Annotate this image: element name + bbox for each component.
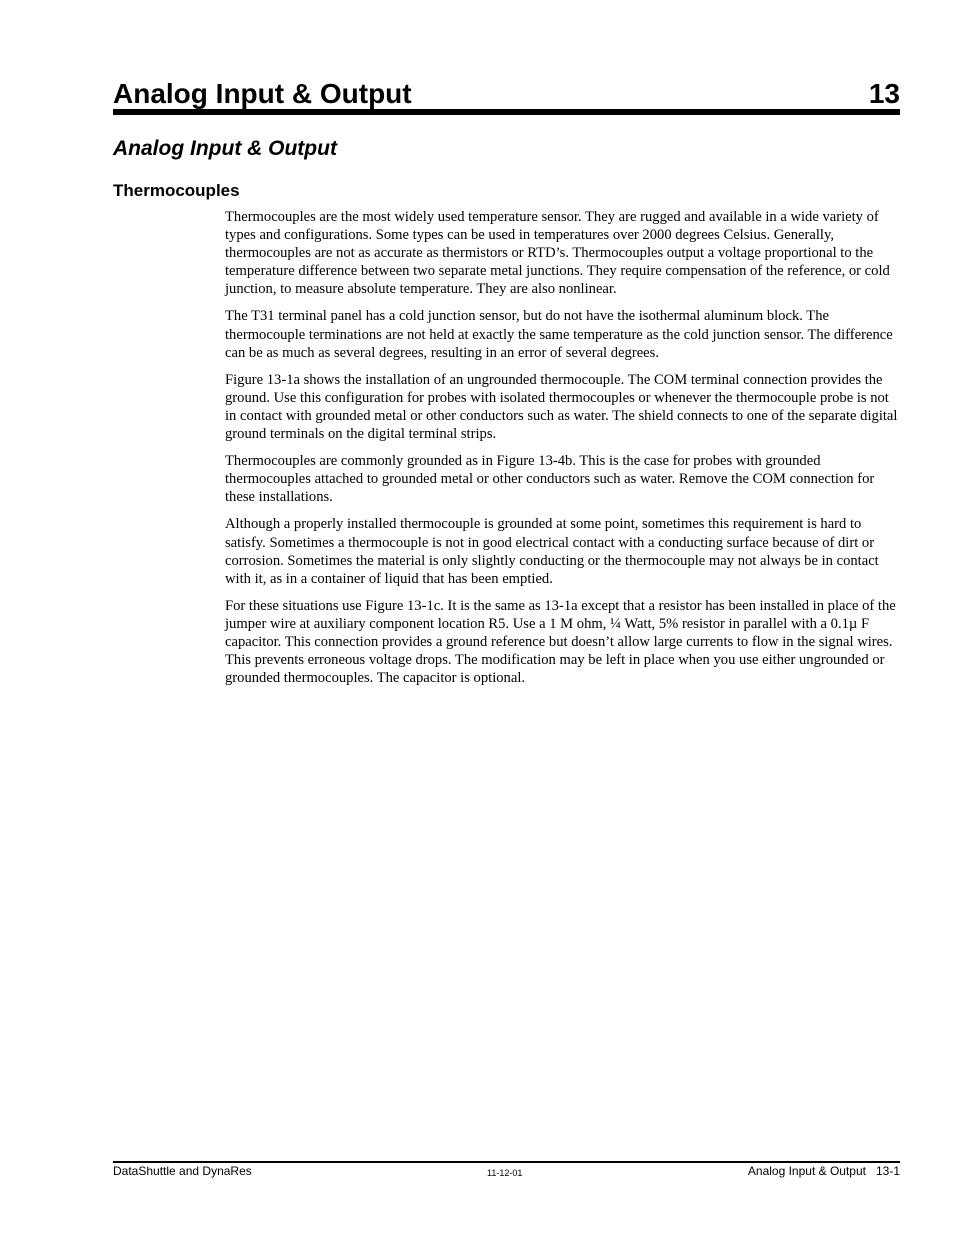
chapter-title: Analog Input & Output	[113, 78, 412, 109]
chapter-number: 13	[868, 78, 900, 109]
page-footer	[113, 1164, 900, 1180]
footer-page-number: Analog Input & Output 13-1	[747, 1164, 900, 1178]
paragraph: Thermocouples are the most widely used temperature sensor. They are rugged and available in a wide variety of types and configurations. Some types can be used in temperatures over 2000 degrees Celsius. Generally, thermocouples are not as accurate as thermistors or RTD’s. Thermocouples output a voltage proportional to the temperature difference between two separate metal junctions. They require compensation of the reference, or cold junction, to measure absolute temperature. They are also nonlinear.	[225, 209, 890, 298]
footer-date: 11-12-01	[487, 1168, 523, 1178]
chapter-header	[113, 72, 900, 110]
chapter-rule	[113, 109, 900, 115]
subsection-title: Thermocouples	[113, 181, 240, 200]
paragraph: For these situations use Figure 13-1c. It is the same as 13-1a except that a resistor has been installed in place of the jumper wire at auxiliary component location R5. Use a 1 M ohm, ¼ Watt, 5% resistor in parallel with a 0.1µ F capacitor. This connection provides a ground reference but doesn’t allow large currents to flow in the signal wires. This prevents erroneous voltage drops. The modification may be left in place when you use either ungrounded or grounded thermocouples. The capacitor is optional.	[225, 597, 896, 687]
body-text	[225, 208, 901, 696]
section-title: Analog Input & Output	[113, 137, 337, 160]
paragraph: Although a properly installed thermocouple is grounded at some point, sometimes this requirement is hard to satisfy. Sometimes a thermocouple is not in good electrical contact with a conducting surface because of dirt or corrosion. Sometimes the material is only slightly conducting or the thermocouple may not always be in contact with it, as in a container of liquid that has been emptied.	[225, 516, 879, 587]
footer-rule	[113, 1161, 900, 1163]
footer-book-title: DataShuttle and DynaRes	[113, 1164, 252, 1178]
paragraph: Figure 13-1a shows the installation of an ungrounded thermocouple. The COM terminal connection provides the ground. Use this configuration for probes with isolated thermocouples or whenever the thermocouple probe is not in contact with grounded metal or other conductors such as water. The shield connects to one of the separate digital ground terminals on the digital terminal strips.	[225, 371, 898, 443]
paragraph: Thermocouples are commonly grounded as in Figure 13-4b. This is the case for probes with grounded thermocouples attached to grounded metal or other conductors such as water. Remove the COM connection for these installations.	[225, 453, 875, 506]
paragraph: The T31 terminal panel has a cold junction sensor, but do not have the isothermal aluminum block. The thermocouple terminations are not held at exactly the same temperature as the cold junction sensor. The difference can be as much as several degrees, resulting in an error of several degrees.	[225, 308, 893, 361]
